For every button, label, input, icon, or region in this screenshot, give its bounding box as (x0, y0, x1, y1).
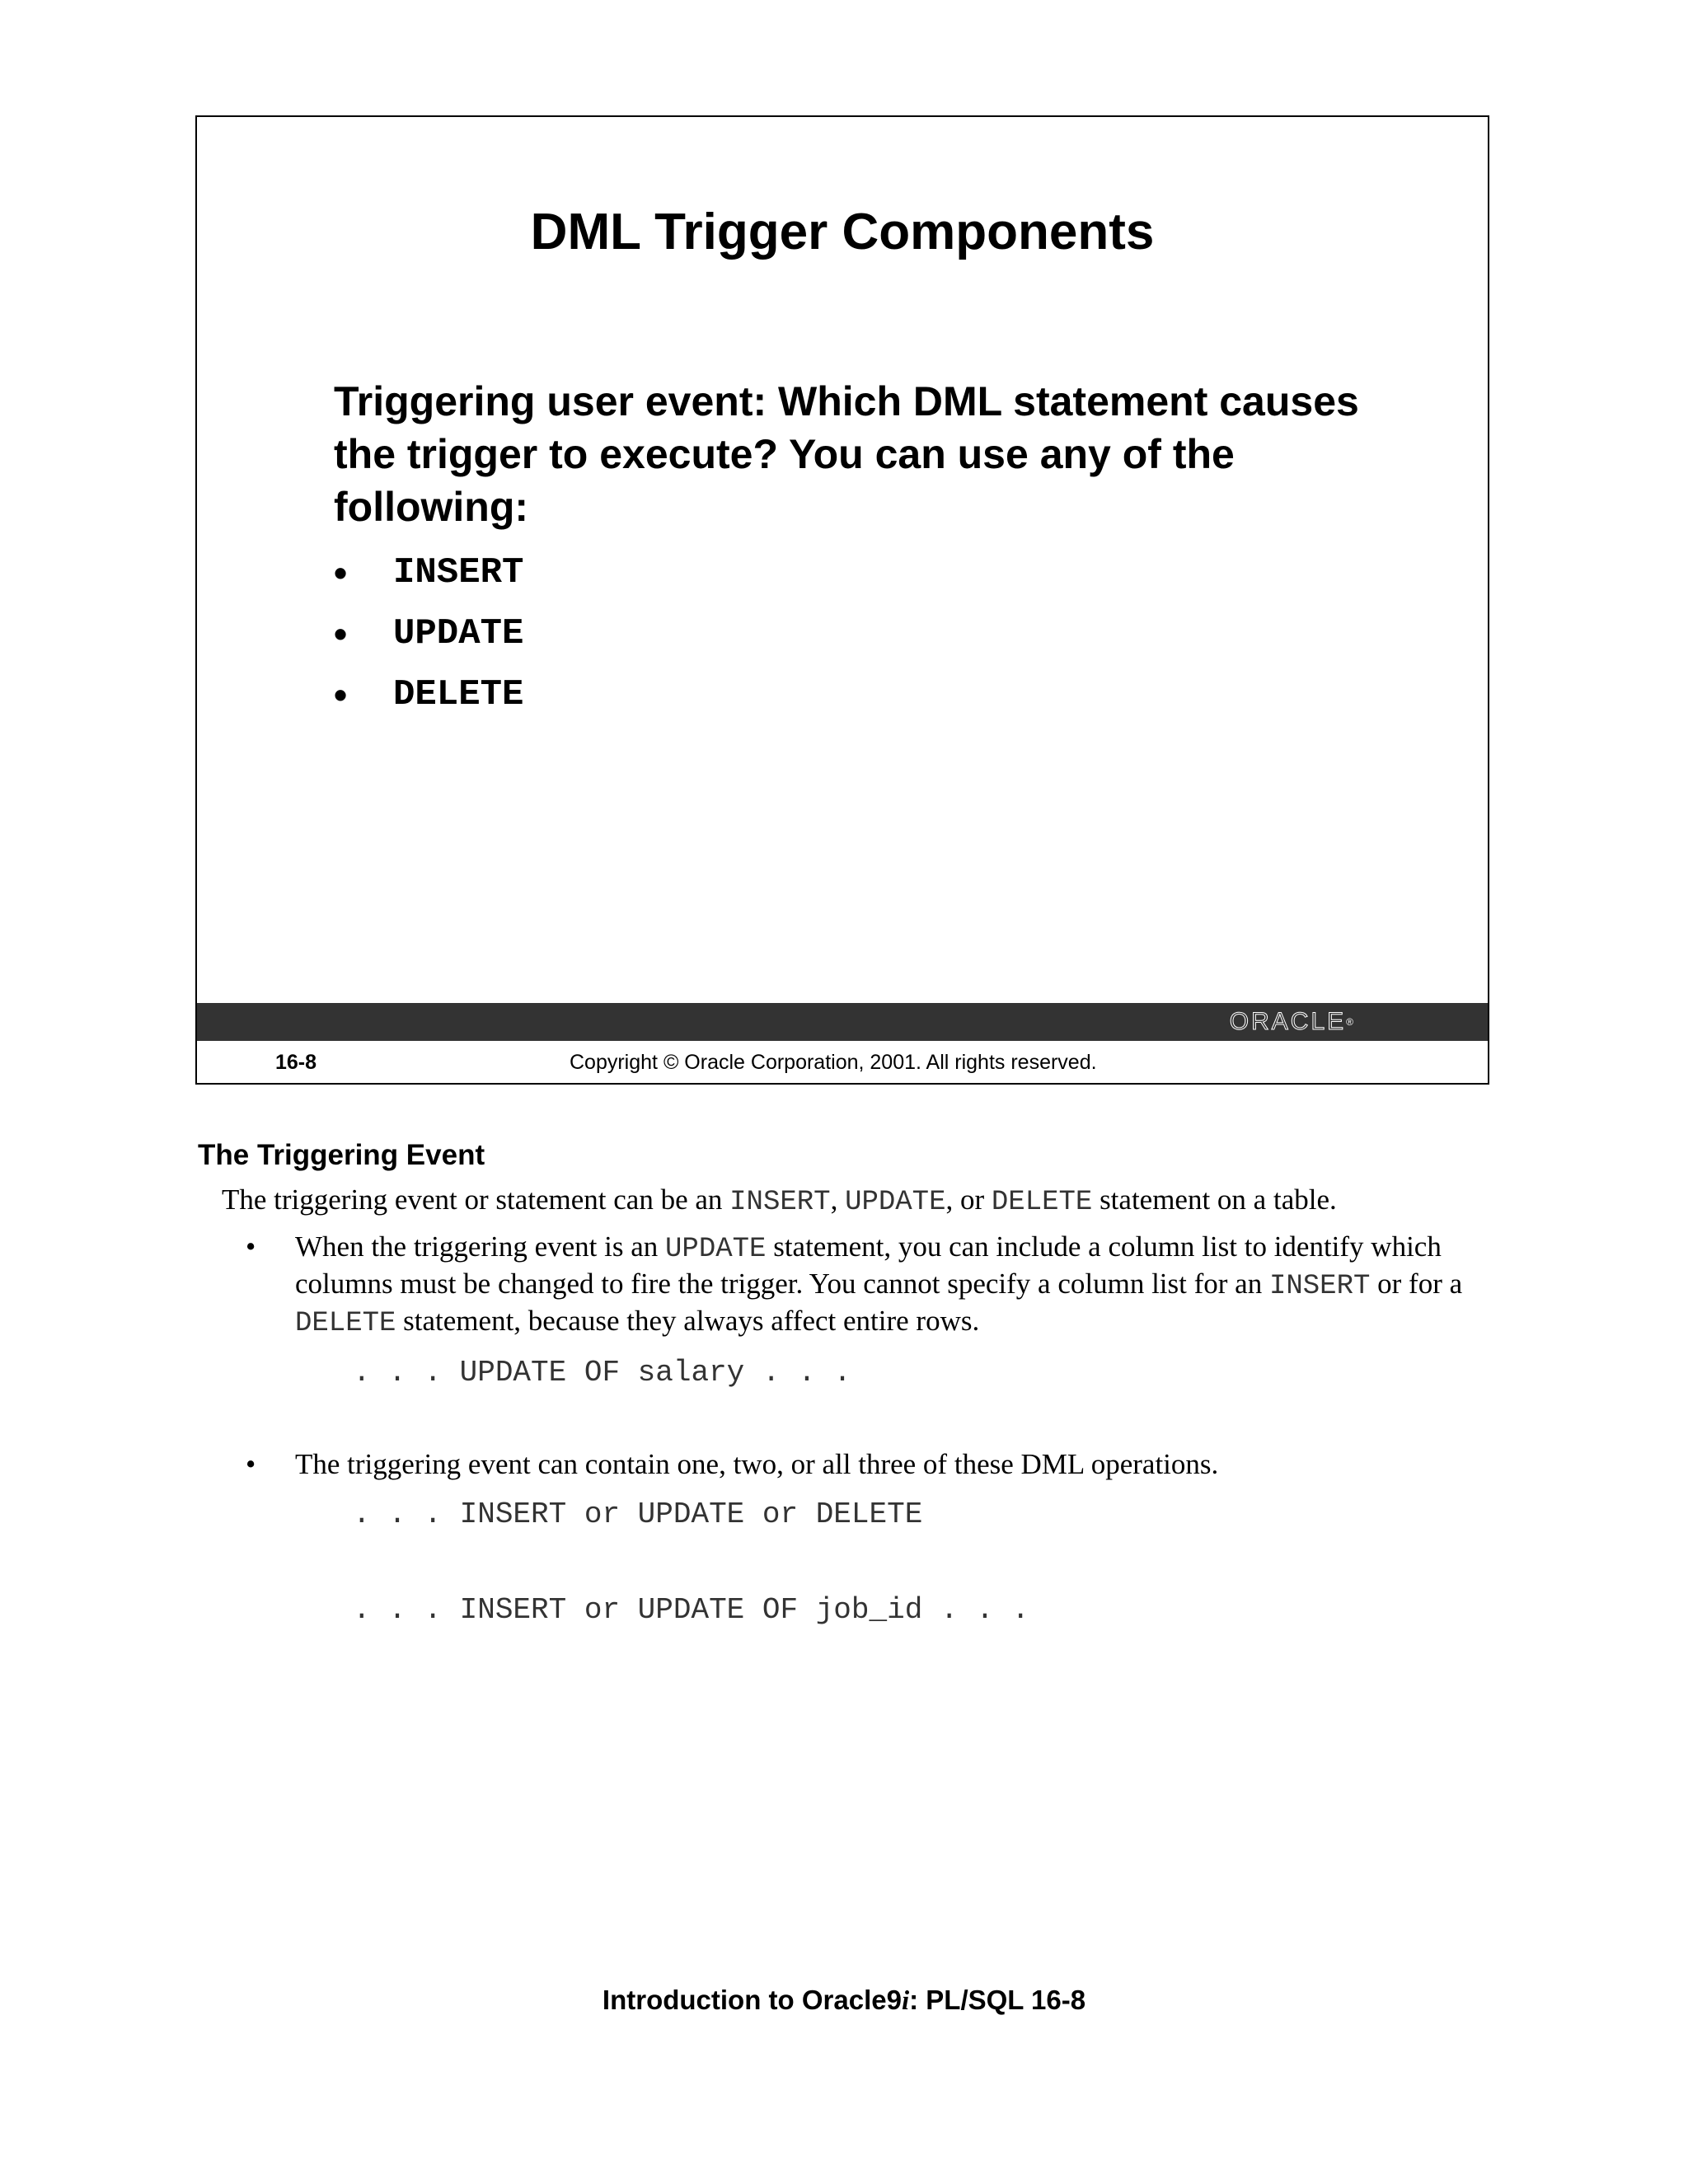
oracle-logo-text: ORACLE (1229, 1008, 1347, 1035)
slide-bullet-insert: INSERT (393, 552, 524, 593)
bullet-text: statement, because they always affect entire rows. (396, 1305, 980, 1337)
bullet-icon: • (246, 1448, 256, 1480)
bullet-icon: • (334, 673, 348, 716)
bullet-icon: • (334, 612, 348, 655)
page-footer (0, 1985, 1688, 2017)
code-update: UPDATE (665, 1234, 767, 1265)
intro-text: The triggering event or statement can be an (222, 1183, 730, 1216)
code-example-1: . . . UPDATE OF salary . . . (353, 1356, 851, 1390)
footer-text: : PL/SQL 16-8 (909, 1985, 1086, 2015)
bullet-text: or for a (1370, 1268, 1463, 1300)
slide-number: 16-8 (275, 1051, 317, 1074)
code-update: UPDATE (845, 1187, 946, 1218)
slide-bullet-delete: DELETE (393, 674, 524, 715)
bullet-text: statement, you can include a column list to identify which columns must be changed to fire the trigger. You cannot specify a column list for an (295, 1230, 1442, 1300)
code-example-3: . . . INSERT or UPDATE OF job_id . . . (353, 1593, 1029, 1627)
intro-text: statement on a table. (1092, 1183, 1337, 1216)
slide-lead-text: Triggering user event: Which DML statement causes the trigger to execute? You can use any of the following: (334, 378, 1359, 530)
slide-copyright: Copyright © Oracle Corporation, 2001. All rights reserved. (570, 1051, 1097, 1074)
slide-footer-band (197, 1003, 1488, 1041)
slide-frame (195, 115, 1489, 1085)
code-delete: DELETE (295, 1308, 396, 1339)
slide-bullet-item (334, 542, 523, 603)
bullet-icon: • (246, 1230, 256, 1263)
notes-bullet-1-text (295, 1230, 1490, 1341)
bullet-text: When the triggering event is an (295, 1230, 666, 1263)
slide-title: DML Trigger Components (530, 204, 1155, 260)
slide-bullet-item (334, 664, 523, 725)
section-heading: The Triggering Event (198, 1139, 485, 1171)
slide-bullet-update: UPDATE (393, 613, 524, 654)
registered-mark: ® (1346, 1016, 1356, 1028)
code-insert: INSERT (729, 1187, 831, 1218)
slide-bullet-list (334, 542, 523, 725)
intro-text: , or (945, 1183, 992, 1216)
code-example-2: . . . INSERT or UPDATE or DELETE (353, 1497, 923, 1531)
notes-bullet-2-text: The triggering event can contain one, two, or all three of these DML operations. (295, 1448, 1219, 1480)
footer-text: Introduction to Oracle9 (602, 1985, 902, 2015)
intro-text: , (830, 1183, 846, 1216)
footer-italic: i (901, 1986, 910, 2016)
slide-bullet-item (334, 603, 523, 664)
intro-paragraph (222, 1182, 1337, 1221)
code-insert: INSERT (1268, 1271, 1371, 1302)
bullet-icon: • (334, 551, 348, 594)
slide-footer (197, 1043, 1488, 1084)
code-delete: DELETE (991, 1187, 1093, 1218)
oracle-logo (1230, 1008, 1356, 1036)
